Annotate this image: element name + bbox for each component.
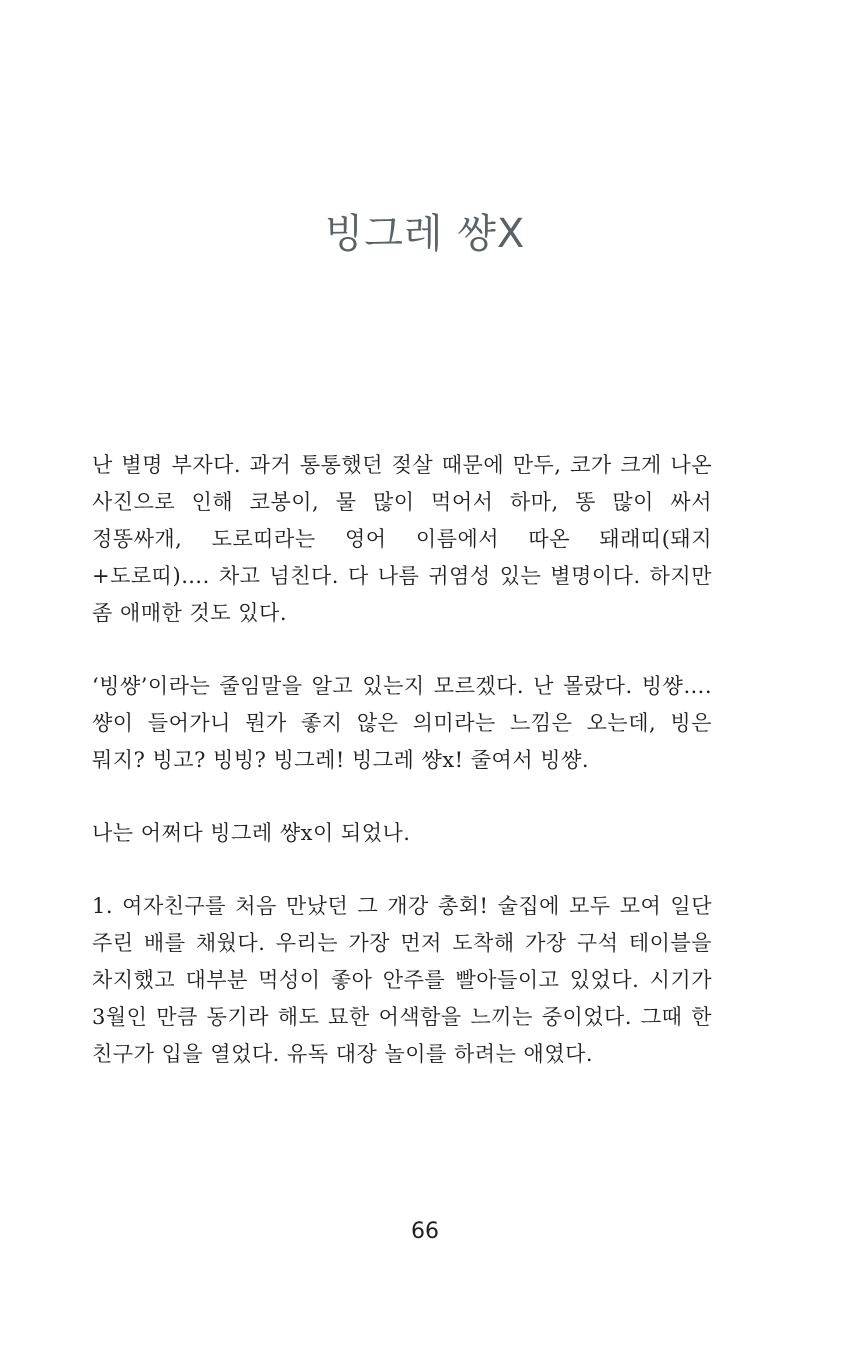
paragraph-1: 난 별명 부자다. 과거 통통했던 젖살 때문에 만두, 코가 크게 나온 사진으로 인해 코봉이, 물 많이 먹어서 하마, 똥 많이 싸서 정똥싸개, 도로띠라는 영어 이름에서 따온 돼래띠(돼지+도로띠)…. 차고 넘친다. 다 나름 귀염성 있는 별명이다. 하지만 좀 애매한 것도 있다. bbox=[92, 453, 712, 625]
body-text bbox=[92, 447, 712, 1109]
paragraph-4: 1. 여자친구를 처음 만났던 그 개강 총회! 술집에 모두 모여 일단 주린 배를 채웠다. 우리는 가장 먼저 도착해 가장 구석 테이블을 차지했고 대부분 먹성이 좋아 안주를 빨아들이고 있었다. 시기가 3월인 만큼 동기라 해도 묘한 어색함을 느끼는 중이었다. 그때 한 친구가 입을 열었다. 유독 대장 놀이를 하려는 애였다. bbox=[92, 894, 712, 1066]
paragraph-2: ‘빙썅’이라는 줄임말을 알고 있는지 모르겠다. 난 몰랐다. 빙썅…. 썅이 들어가니 뭔가 좋지 않은 의미라는 느낌은 오는데, 빙은 뭐지? 빙고? 빙빙? 빙그레! 빙그레 썅x! 줄여서 빙썅. bbox=[92, 674, 712, 772]
page-number: 66 bbox=[411, 1219, 439, 1244]
chapter-title: 빙그레 썅X bbox=[324, 211, 526, 257]
paragraph-3: 나는 어쩌다 빙그레 썅x이 되었나. bbox=[92, 821, 411, 845]
